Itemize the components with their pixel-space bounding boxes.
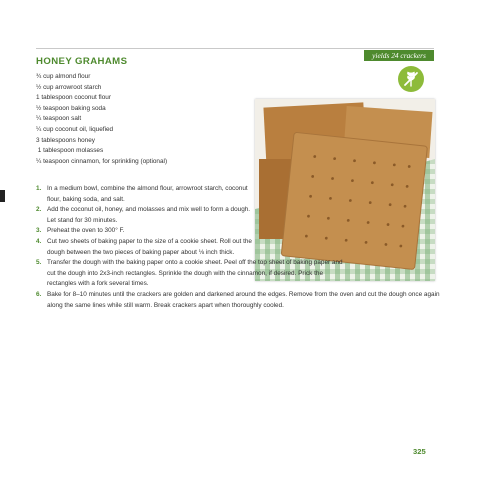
instruction-list: [36, 184, 440, 311]
step-text: Transfer the dough with the baking paper onto a cookie sheet. Peel off the top sheet of baking paper and cut the dough into 2x3-inch rectangles. Sprinkle the dough with the cinnamon, if desired. Prick the rectangles with a fork several times.: [47, 259, 343, 288]
instruction-step: [36, 290, 447, 311]
step-text: In a medium bowl, combine the almond flour, arrowroot starch, coconut flour, baking soda, and salt.: [47, 185, 248, 203]
step-text: Add the coconut oil, honey, and molasses and mix well to form a dough. Let stand for 30 minutes.: [47, 206, 251, 224]
ingredient-item: 1 tablespoon molasses: [36, 147, 104, 155]
instruction-step: [36, 184, 259, 205]
ingredient-item: 1 tablespoon coconut flour: [36, 94, 111, 102]
step-text: Bake for 8–10 minutes until the crackers are golden and darkened around the edges. Remove from the oven and cut the dough once again along the same lines while still warm. Break crackers apart when thoroughly cooled.: [47, 290, 440, 309]
instruction-step: [36, 226, 259, 237]
step-text: Cut two sheets of baking paper to the size of a cookie sheet. Roll out the dough between the two pieces of baking paper about ⅛ inch thick.: [47, 237, 252, 256]
step-number: 5.: [36, 259, 42, 267]
ingredient-item: ½ cup arrowroot starch: [36, 83, 102, 91]
ingredient-item: ¾ cup almond flour: [36, 73, 91, 80]
step-number: 1.: [36, 185, 42, 192]
step-number: 2.: [36, 206, 42, 214]
page-edge-tab: [0, 190, 5, 202]
step-number: 4.: [36, 237, 42, 245]
ingredient-item: ¼ teaspoon salt: [36, 115, 82, 123]
page-number: 325: [413, 447, 426, 456]
instruction-step: [36, 258, 347, 290]
step-number: 3.: [36, 227, 42, 235]
ingredient-item: ¼ teaspoon cinnamon, for sprinkling (optional): [36, 157, 168, 165]
ingredient-list: [36, 72, 167, 167]
instruction-step: [36, 205, 259, 226]
step-number: 6.: [36, 290, 42, 298]
step-text: Preheat the oven to 300° F.: [47, 227, 125, 235]
recipe-title: HONEY GRAHAMS: [36, 56, 128, 67]
header-rule: [36, 48, 434, 49]
ingredient-item: 3 tablespoons honey: [36, 136, 95, 144]
yields-label: yields 24 crackers: [364, 50, 434, 61]
instruction-step: [36, 237, 259, 258]
ingredient-item: ½ teaspoon baking soda: [36, 104, 106, 112]
ingredient-item: ¼ cup coconut oil, liquefied: [36, 125, 114, 133]
no-grain-icon: [398, 66, 424, 92]
